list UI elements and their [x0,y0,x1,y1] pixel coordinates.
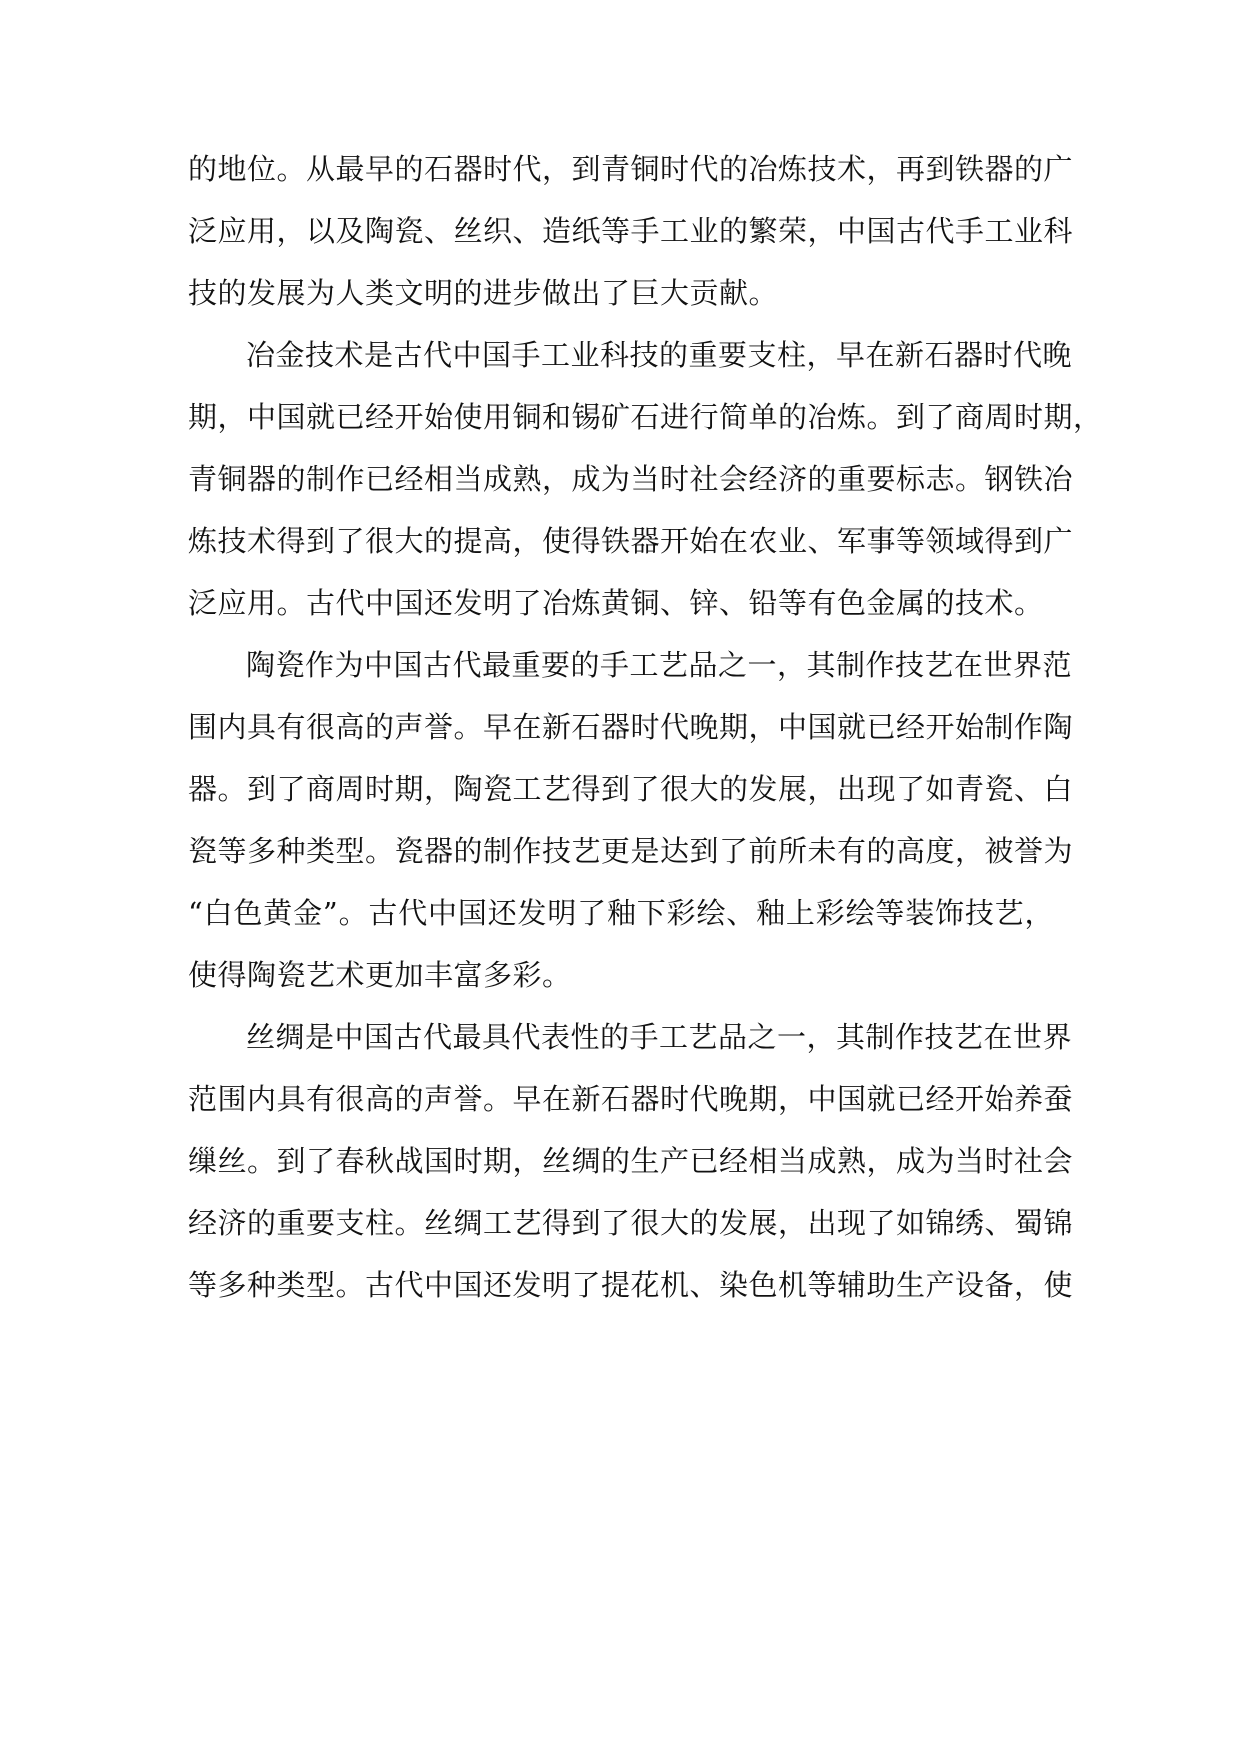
text-line: 等多种类型。古代中国还发明了提花机、染色机等辅助生产设备，使 [188,1268,1074,1302]
text-line: 青铜器的制作已经相当成熟，成为当时社会经济的重要标志。钢铁冶 [188,462,1074,496]
text-line: 炼技术得到了很大的提高，使得铁器开始在农业、军事等领域得到广 [188,524,1074,558]
text-line: 使得陶瓷艺术更加丰富多彩。 [188,958,572,992]
document-body [188,138,1103,1316]
paragraph-first-line: 冶金技术是古代中国手工业科技的重要支柱，早在新石器时代晚 [246,338,1073,372]
text-line: 期，中国就已经开始使用铜和锡矿石进行简单的冶炼。到了商周时期， [188,400,1103,434]
paragraph-first-line: 丝绸是中国古代最具代表性的手工艺品之一，其制作技艺在世界 [246,1020,1073,1054]
text-line: 的地位。从最早的石器时代，到青铜时代的冶炼技术，再到铁器的广 [188,152,1074,186]
text-line: 瓷等多种类型。瓷器的制作技艺更是达到了前所未有的高度，被誉为 [188,834,1074,868]
text-line: 泛应用，以及陶瓷、丝织、造纸等手工业的繁荣，中国古代手工业科 [188,214,1074,248]
text-line: 泛应用。古代中国还发明了冶炼黄铜、锌、铅等有色金属的技术。 [188,586,1044,620]
text-line: 经济的重要支柱。丝绸工艺得到了很大的发展，出现了如锦绣、蜀锦 [188,1206,1074,1240]
text-line: 围内具有很高的声誉。早在新石器时代晚期，中国就已经开始制作陶 [188,710,1074,744]
paragraph-first-line: 陶瓷作为中国古代最重要的手工艺品之一，其制作技艺在世界范 [246,648,1073,682]
text-line: “白色黄金”。古代中国还发明了釉下彩绘、釉上彩绘等装饰技艺， [188,896,1054,930]
text-line: 缫丝。到了春秋战国时期，丝绸的生产已经相当成熟，成为当时社会 [188,1144,1074,1178]
text-line: 技的发展为人类文明的进步做出了巨大贡献。 [188,276,779,310]
text-line: 器。到了商周时期，陶瓷工艺得到了很大的发展，出现了如青瓷、白 [188,772,1074,806]
text-line: 范围内具有很高的声誉。早在新石器时代晚期，中国就已经开始养蚕 [188,1082,1074,1116]
